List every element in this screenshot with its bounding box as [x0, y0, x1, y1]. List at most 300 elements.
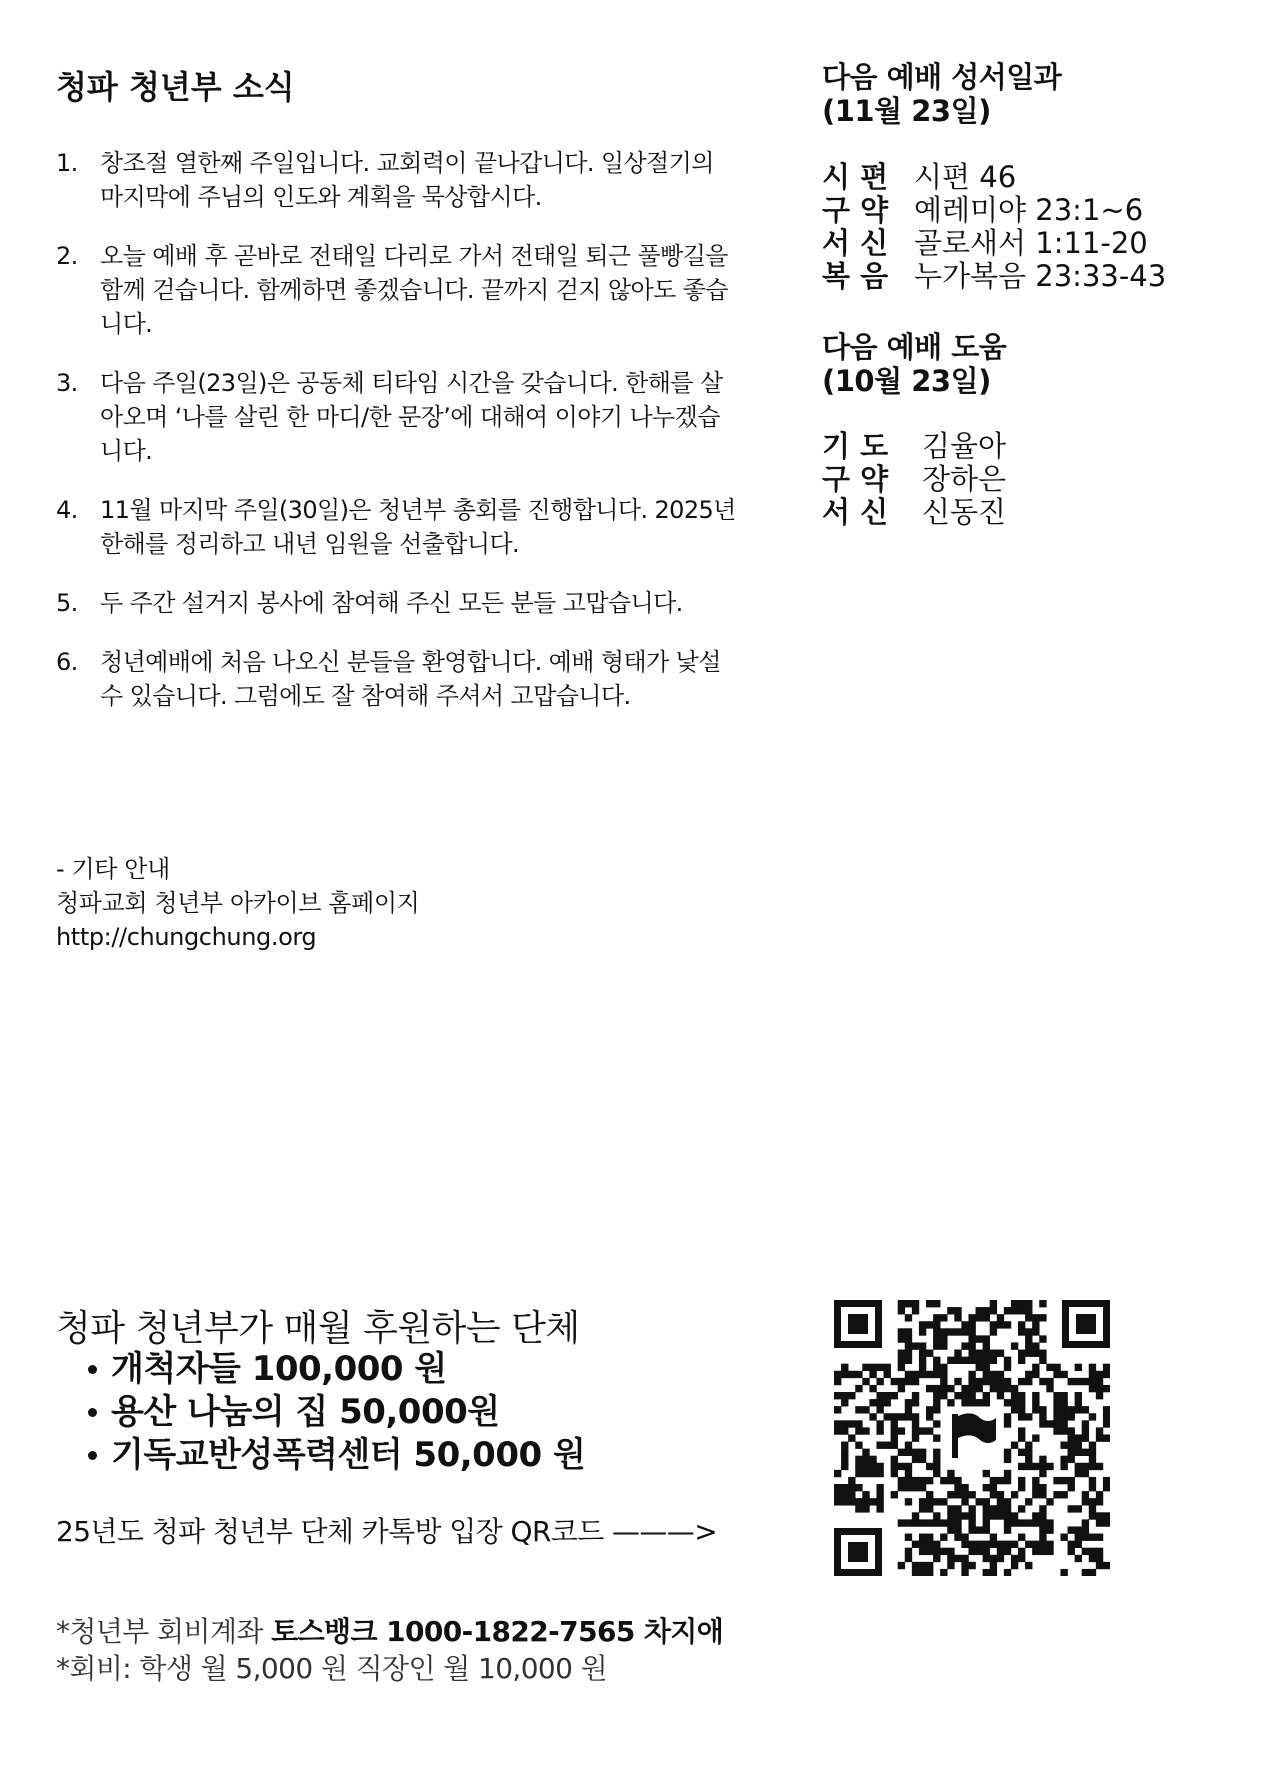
qr-module	[1053, 1406, 1060, 1413]
qr-module	[855, 1371, 862, 1378]
qr-module	[898, 1364, 905, 1371]
qr-module	[1039, 1300, 1046, 1307]
qr-module	[1032, 1541, 1039, 1548]
qr-module	[1039, 1491, 1046, 1498]
qr-module	[1039, 1335, 1046, 1342]
qr-module	[905, 1342, 912, 1349]
qr-module	[933, 1420, 940, 1427]
qr-module	[1082, 1491, 1089, 1498]
qr-module	[876, 1498, 883, 1505]
qr-module	[1046, 1526, 1053, 1533]
qr-module	[997, 1505, 1004, 1512]
qr-module	[1011, 1512, 1018, 1519]
news-item	[56, 366, 736, 468]
qr-module	[933, 1541, 940, 1548]
qr-module	[983, 1519, 990, 1526]
qr-module	[968, 1328, 975, 1335]
qr-module	[919, 1342, 926, 1349]
qr-module	[1103, 1519, 1110, 1526]
reading-value: 예레미야 23:1~6	[914, 193, 1144, 227]
qr-module	[1103, 1413, 1110, 1420]
qr-module	[926, 1385, 933, 1392]
qr-module	[869, 1399, 876, 1406]
qr-module	[976, 1541, 983, 1548]
qr-module	[1089, 1413, 1096, 1420]
qr-module	[1096, 1371, 1103, 1378]
qr-module	[869, 1456, 876, 1463]
qr-module	[1018, 1350, 1025, 1357]
qr-module	[926, 1371, 933, 1378]
qr-module	[898, 1335, 905, 1342]
qr-module	[1032, 1350, 1039, 1357]
qr-module	[997, 1350, 1004, 1357]
qr-module	[933, 1555, 940, 1562]
qr-module	[1039, 1463, 1046, 1470]
qr-module	[990, 1385, 997, 1392]
qr-module	[912, 1569, 919, 1576]
qr-module	[926, 1413, 933, 1420]
qr-module	[1089, 1442, 1096, 1449]
qr-module	[869, 1364, 876, 1371]
qr-module	[1032, 1328, 1039, 1335]
qr-module	[905, 1449, 912, 1456]
qr-module	[1053, 1427, 1060, 1434]
qr-module	[1068, 1413, 1075, 1420]
qr-module	[933, 1385, 940, 1392]
qr-module	[1032, 1406, 1039, 1413]
qr-module	[841, 1364, 848, 1371]
next-readings-date: (11월 23일)	[822, 94, 991, 128]
qr-module	[905, 1399, 912, 1406]
qr-module	[1039, 1484, 1046, 1491]
qr-module	[884, 1399, 891, 1406]
qr-module	[983, 1505, 990, 1512]
next-helpers-title: 다음 예배 도움	[822, 330, 1007, 364]
qr-module	[1018, 1406, 1025, 1413]
qr-module	[834, 1371, 841, 1378]
qr-module	[1089, 1569, 1096, 1576]
qr-module	[1060, 1406, 1067, 1413]
qr-module	[855, 1420, 862, 1427]
qr-module	[1089, 1371, 1096, 1378]
qr-module	[1025, 1519, 1032, 1526]
news-item	[56, 493, 736, 561]
qr-module	[898, 1562, 905, 1569]
qr-module	[926, 1519, 933, 1526]
news-item-number: 5.	[56, 589, 78, 617]
qr-module	[905, 1519, 912, 1526]
qr-module	[997, 1385, 1004, 1392]
qr-module	[912, 1562, 919, 1569]
qr-module	[862, 1491, 869, 1498]
qr-module	[841, 1442, 848, 1449]
qr-module	[940, 1534, 947, 1541]
news-item-text: 창조절 열한째 주일입니다. 교회력이 끝나갑니다. 일상절기의 마지막에 주님의 인도와 계획을 묵상합시다.	[100, 149, 714, 211]
qr-module	[983, 1371, 990, 1378]
qr-module	[933, 1463, 940, 1470]
qr-module	[1103, 1385, 1110, 1392]
qr-module	[940, 1314, 947, 1321]
news-title: 청파 청년부 소식	[56, 68, 295, 106]
reading-value: 골로새서 1:11-20	[914, 226, 1148, 260]
qr-module	[1046, 1420, 1053, 1427]
qr-module	[1096, 1562, 1103, 1569]
qr-module	[1025, 1498, 1032, 1505]
qr-module	[848, 1392, 855, 1399]
qr-module	[1004, 1420, 1011, 1427]
qr-module	[961, 1498, 968, 1505]
qr-module	[1025, 1314, 1032, 1321]
qr-module	[919, 1541, 926, 1548]
qr-module	[1082, 1449, 1089, 1456]
fee-note: *회비: 학생 월 5,000 원 직장인 월 10,000 원	[56, 1652, 608, 1685]
qr-module	[1025, 1456, 1032, 1463]
qr-module	[983, 1335, 990, 1342]
qr-module	[933, 1328, 940, 1335]
qr-module	[1032, 1321, 1039, 1328]
qr-module	[1082, 1534, 1089, 1541]
next-helpers-date: (10월 23일)	[822, 364, 991, 398]
qr-module	[1096, 1392, 1103, 1399]
qr-module	[954, 1477, 961, 1484]
qr-module	[898, 1350, 905, 1357]
qr-module	[905, 1357, 912, 1364]
news-item-text: 다음 주일(23일)은 공동체 티타임 시간을 갖습니다. 한해를 살아오며 ‘나를 살린 한 마디/한 문장’에 대해여 이야기 나누겠습니다.	[100, 369, 723, 465]
qr-module	[947, 1357, 954, 1364]
qr-module	[1068, 1456, 1075, 1463]
qr-module	[961, 1491, 968, 1498]
qr-module	[891, 1434, 898, 1441]
qr-module	[1011, 1442, 1018, 1449]
qr-module	[919, 1449, 926, 1456]
qr-module	[997, 1498, 1004, 1505]
qr-module	[905, 1413, 912, 1420]
qr-module	[1103, 1371, 1110, 1378]
qr-module	[905, 1350, 912, 1357]
qr-module	[1025, 1371, 1032, 1378]
qr-module	[954, 1505, 961, 1512]
qr-module	[933, 1512, 940, 1519]
qr-module	[968, 1548, 975, 1555]
qr-module	[1025, 1463, 1032, 1470]
news-item	[56, 645, 736, 713]
qr-module	[876, 1470, 883, 1477]
qr-module	[961, 1562, 968, 1569]
qr-module	[961, 1484, 968, 1491]
qr-module	[1068, 1484, 1075, 1491]
qr-module	[848, 1491, 855, 1498]
qr-module	[954, 1555, 961, 1562]
qr-module	[1096, 1463, 1103, 1470]
qr-module	[1068, 1505, 1075, 1512]
qr-module	[1018, 1427, 1025, 1434]
qr-module	[933, 1449, 940, 1456]
qr-module	[1046, 1519, 1053, 1526]
qr-module	[954, 1491, 961, 1498]
qr-module	[855, 1456, 862, 1463]
qr-module	[926, 1477, 933, 1484]
qr-module	[968, 1512, 975, 1519]
qr-module	[940, 1378, 947, 1385]
qr-module	[1075, 1378, 1082, 1385]
qr-module	[954, 1484, 961, 1491]
qr-module	[898, 1477, 905, 1484]
qr-module	[1096, 1512, 1103, 1519]
qr-module	[1082, 1470, 1089, 1477]
reading-label: 서 신	[822, 226, 889, 260]
qr-module	[1039, 1413, 1046, 1420]
qr-module	[869, 1498, 876, 1505]
qr-module	[1089, 1463, 1096, 1470]
qr-module	[862, 1463, 869, 1470]
qr-module	[997, 1491, 1004, 1498]
qr-module	[1018, 1555, 1025, 1562]
qr-module	[1004, 1385, 1011, 1392]
qr-module	[1039, 1512, 1046, 1519]
qr-module	[990, 1321, 997, 1328]
qr-module	[1082, 1526, 1089, 1533]
qr-module	[1082, 1548, 1089, 1555]
qr-module	[968, 1526, 975, 1533]
qr-module	[876, 1364, 883, 1371]
qr-module	[1025, 1300, 1032, 1307]
qr-module	[933, 1335, 940, 1342]
qr-module	[990, 1477, 997, 1484]
qr-module	[905, 1371, 912, 1378]
qr-module	[954, 1314, 961, 1321]
qr-module	[1089, 1385, 1096, 1392]
qr-module	[976, 1526, 983, 1533]
qr-module	[1032, 1371, 1039, 1378]
qr-module	[968, 1541, 975, 1548]
qr-module	[926, 1427, 933, 1434]
next-helpers-heading	[822, 330, 1006, 398]
qr-module	[862, 1378, 869, 1385]
qr-module	[1053, 1491, 1060, 1498]
qr-module	[1039, 1420, 1046, 1427]
qr-module	[834, 1420, 841, 1427]
qr-module	[968, 1378, 975, 1385]
qr-module	[1089, 1505, 1096, 1512]
qr-module	[841, 1427, 848, 1434]
qr-module	[983, 1470, 990, 1477]
qr-module	[947, 1512, 954, 1519]
qr-module	[1089, 1548, 1096, 1555]
qr-module	[976, 1399, 983, 1406]
qr-module	[869, 1413, 876, 1420]
qr-module	[891, 1491, 898, 1498]
qr-module	[1060, 1392, 1067, 1399]
qr-module	[1018, 1357, 1025, 1364]
qr-module	[968, 1562, 975, 1569]
news-item-number: 1.	[56, 149, 78, 177]
qr-module	[884, 1413, 891, 1420]
qr-module	[841, 1463, 848, 1470]
qr-module	[919, 1357, 926, 1364]
qr-module	[919, 1534, 926, 1541]
qr-module	[855, 1442, 862, 1449]
qr-module	[990, 1484, 997, 1491]
qr-module	[898, 1413, 905, 1420]
news-item-text: 오늘 예배 후 곧바로 전태일 다리로 가서 전태일 퇴근 풀빵길을 함께 걷습니다. 함께하면 좋겠습니다. 끝까지 걷지 않아도 좋습니다.	[100, 242, 728, 338]
qr-module	[1032, 1484, 1039, 1491]
qr-module	[990, 1357, 997, 1364]
qr-module	[990, 1307, 997, 1314]
qr-module	[848, 1484, 855, 1491]
reading-row	[822, 194, 1166, 227]
qr-module	[1011, 1406, 1018, 1413]
qr-module	[1004, 1505, 1011, 1512]
qr-module	[1082, 1569, 1089, 1576]
qr-module	[976, 1378, 983, 1385]
qr-module	[940, 1335, 947, 1342]
qr-module	[1011, 1342, 1018, 1349]
qr-module	[1018, 1392, 1025, 1399]
qr-module	[862, 1498, 869, 1505]
qr-module	[1018, 1300, 1025, 1307]
qr-module	[1025, 1442, 1032, 1449]
qr-module	[1082, 1498, 1089, 1505]
qr-module	[919, 1456, 926, 1463]
news-item	[56, 146, 736, 214]
qr-module	[933, 1371, 940, 1378]
qr-module	[954, 1357, 961, 1364]
qr-module	[983, 1364, 990, 1371]
qr-module	[905, 1484, 912, 1491]
qr-module	[926, 1491, 933, 1498]
qr-module	[876, 1491, 883, 1498]
qr-module	[1082, 1420, 1089, 1427]
qr-module	[898, 1484, 905, 1491]
account-line	[56, 1610, 723, 1650]
reading-label: 시 편	[822, 160, 889, 194]
qr-module	[1046, 1541, 1053, 1548]
qr-module	[898, 1328, 905, 1335]
qr-module	[990, 1328, 997, 1335]
qr-module	[905, 1470, 912, 1477]
news-item-number: 2.	[56, 242, 78, 270]
qr-module	[898, 1357, 905, 1364]
archive-link[interactable]: http://chungchung.org	[56, 923, 317, 951]
qr-module	[1039, 1505, 1046, 1512]
helper-row	[822, 463, 1006, 496]
qr-module	[855, 1505, 862, 1512]
qr-module	[997, 1477, 1004, 1484]
qr-module	[933, 1399, 940, 1406]
qr-module	[954, 1534, 961, 1541]
qr-module	[905, 1463, 912, 1470]
helper-name: 김율아	[922, 429, 1007, 463]
qr-module	[976, 1548, 983, 1555]
news-item-text: 두 주간 설거지 봉사에 참여해 주신 모든 분들 고맙습니다.	[100, 589, 683, 617]
qr-module	[1032, 1399, 1039, 1406]
qr-module	[841, 1449, 848, 1456]
qr-module	[1011, 1519, 1018, 1526]
qr-module	[898, 1519, 905, 1526]
qr-module	[933, 1357, 940, 1364]
qr-module	[1011, 1300, 1018, 1307]
qr-module	[884, 1364, 891, 1371]
qr-module	[1103, 1434, 1110, 1441]
qr-code[interactable]	[834, 1300, 1110, 1576]
support-list	[80, 1348, 585, 1477]
qr-module	[933, 1519, 940, 1526]
qr-module	[983, 1498, 990, 1505]
qr-module	[947, 1505, 954, 1512]
qr-module	[841, 1484, 848, 1491]
qr-module	[1075, 1534, 1082, 1541]
qr-module	[841, 1498, 848, 1505]
qr-module	[912, 1307, 919, 1314]
qr-module	[990, 1491, 997, 1498]
qr-module	[855, 1385, 862, 1392]
readings-table	[822, 161, 1166, 293]
qr-module	[1096, 1534, 1103, 1541]
qr-module	[1053, 1420, 1060, 1427]
qr-module	[855, 1470, 862, 1477]
next-readings-title: 다음 예배 성서일과	[822, 60, 1062, 94]
qr-module	[1025, 1413, 1032, 1420]
qr-module	[1096, 1519, 1103, 1526]
qr-module	[983, 1512, 990, 1519]
qr-module	[983, 1392, 990, 1399]
helper-row	[822, 430, 1006, 463]
qr-module	[1032, 1491, 1039, 1498]
qr-module	[1103, 1477, 1110, 1484]
qr-module	[876, 1463, 883, 1470]
qr-module	[1075, 1449, 1082, 1456]
qr-module	[905, 1300, 912, 1307]
qr-module	[1075, 1470, 1082, 1477]
qr-module	[862, 1364, 869, 1371]
qr-module	[1018, 1505, 1025, 1512]
qr-module	[990, 1562, 997, 1569]
qr-module	[1089, 1484, 1096, 1491]
qr-module	[912, 1300, 919, 1307]
qr-module	[1075, 1406, 1082, 1413]
qr-module	[1025, 1328, 1032, 1335]
qr-module	[905, 1335, 912, 1342]
qr-module	[1011, 1307, 1018, 1314]
qr-module	[926, 1321, 933, 1328]
flag-icon	[946, 1410, 998, 1462]
qr-module	[1089, 1512, 1096, 1519]
qr-module	[891, 1378, 898, 1385]
qr-module	[1082, 1519, 1089, 1526]
qr-module	[869, 1371, 876, 1378]
qr-module	[940, 1371, 947, 1378]
qr-module	[891, 1427, 898, 1434]
qr-module	[990, 1541, 997, 1548]
qr-module	[1096, 1555, 1103, 1562]
qr-module	[1075, 1442, 1082, 1449]
qr-module	[841, 1371, 848, 1378]
qr-module	[1103, 1484, 1110, 1491]
qr-module	[848, 1371, 855, 1378]
qr-module	[983, 1526, 990, 1533]
qr-module	[1004, 1321, 1011, 1328]
qr-module	[1060, 1463, 1067, 1470]
qr-module	[976, 1357, 983, 1364]
qr-module	[976, 1350, 983, 1357]
qr-module	[947, 1399, 954, 1406]
qr-module	[876, 1378, 883, 1385]
qr-module	[876, 1427, 883, 1434]
qr-module	[1004, 1307, 1011, 1314]
qr-module	[954, 1350, 961, 1357]
qr-module	[1018, 1477, 1025, 1484]
qr-module	[912, 1449, 919, 1456]
